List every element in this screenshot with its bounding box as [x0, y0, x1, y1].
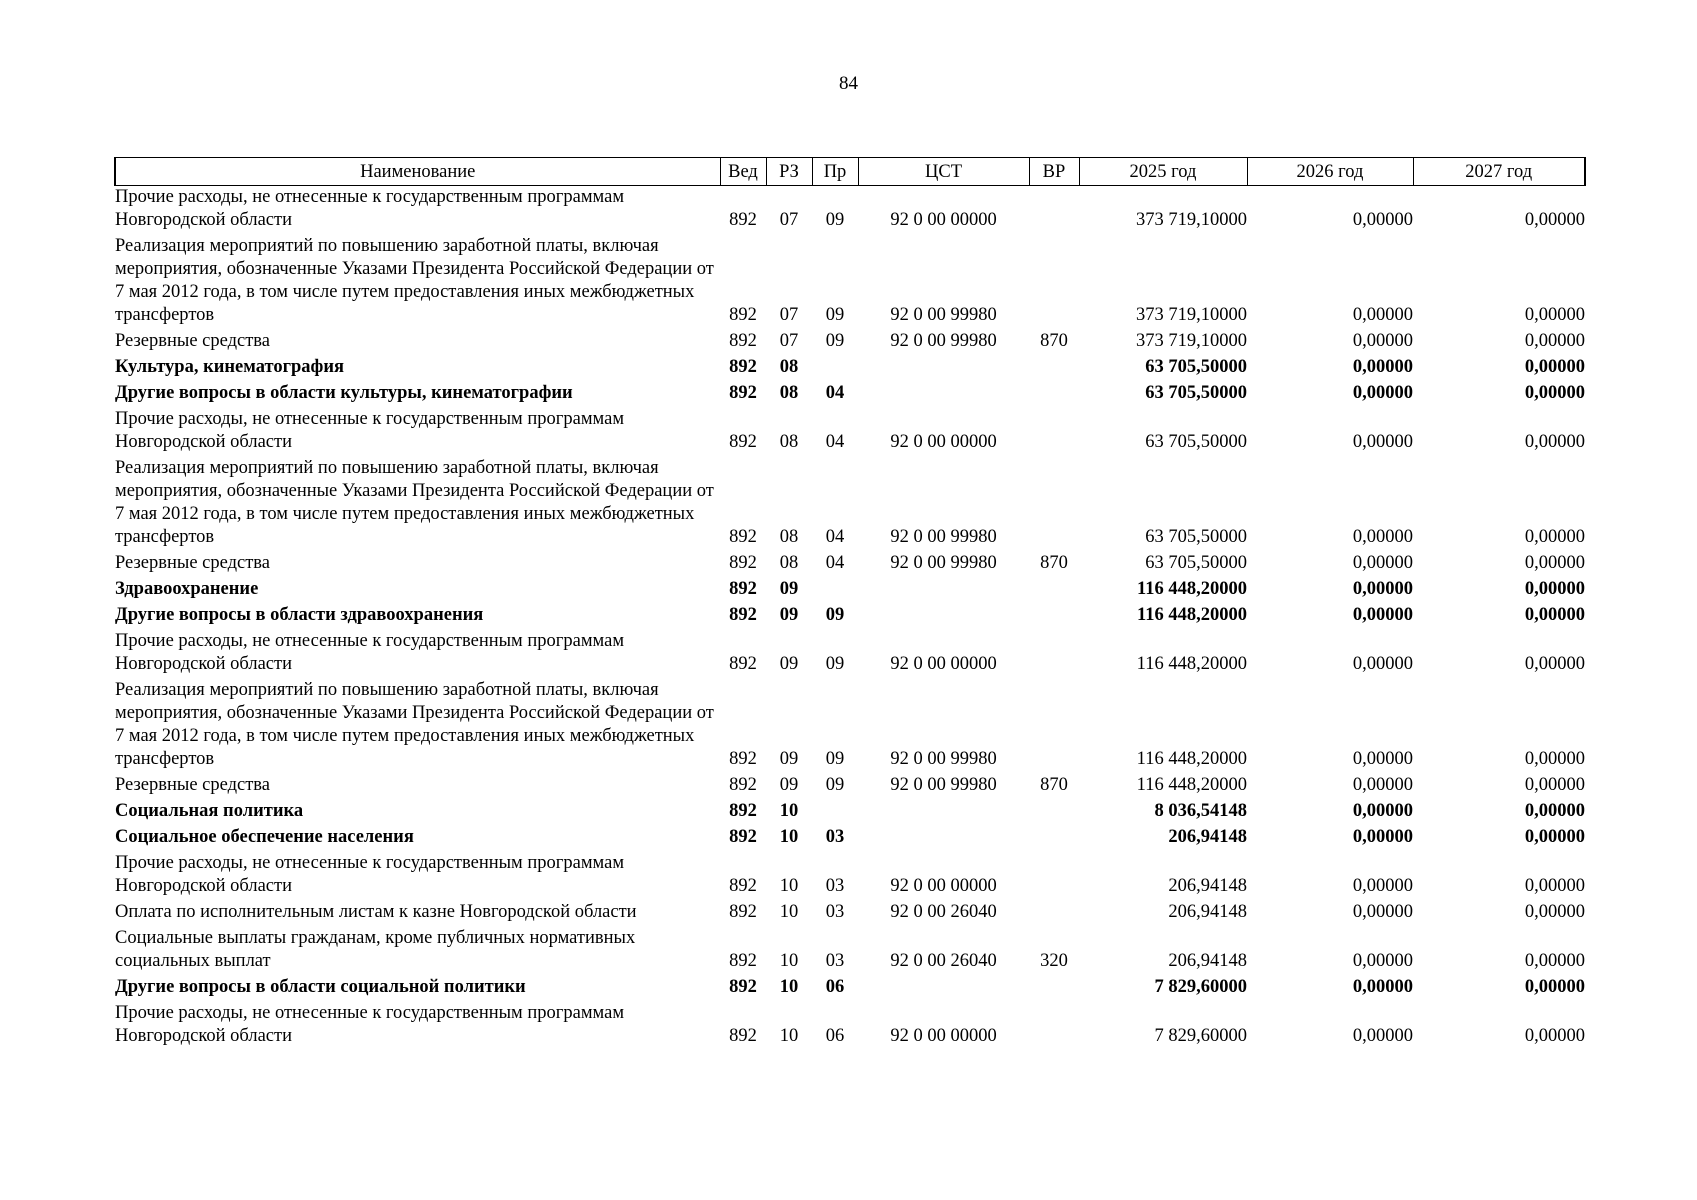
- cell-ved: 892: [729, 305, 757, 325]
- cell-2027: 0,00000: [1524, 331, 1585, 351]
- cell-rz: 09: [779, 605, 799, 625]
- cell-pr: 09: [825, 654, 845, 674]
- cell-2027: 0,00000: [1524, 210, 1585, 230]
- cell-pr: [812, 578, 858, 604]
- cell-2025: 373 719,10000: [1136, 305, 1247, 325]
- cell-2026: 0,00000: [1352, 527, 1413, 547]
- cell-2025: 116 448,20000: [1137, 579, 1247, 599]
- cell-name: Другие вопросы в области социальной политики: [115, 977, 526, 997]
- cell-2027: 0,00000: [1524, 383, 1585, 403]
- table-row: [115, 330, 1585, 356]
- cell-pr: 09: [825, 775, 845, 795]
- cell-vr: [1029, 679, 1079, 774]
- cell-2025: 206,94148: [1168, 951, 1247, 971]
- cell-name: Прочие расходы, не отнесенные к государственным программам Новгородской области: [115, 853, 625, 896]
- table-row: [115, 578, 1585, 604]
- cell-2025: 63 705,50000: [1145, 383, 1247, 403]
- cell-vr: 870: [1040, 775, 1068, 795]
- cell-rz: 08: [779, 383, 799, 403]
- cell-pr: 04: [825, 383, 845, 403]
- cell-name: Социальное обеспечение населения: [115, 827, 414, 847]
- cell-name: Оплата по исполнительным листам к казне Новгородской области: [115, 902, 637, 922]
- cell-2025: 116 448,20000: [1136, 749, 1247, 769]
- cell-2026: 0,00000: [1352, 876, 1413, 896]
- cell-rz: 09: [779, 749, 799, 769]
- cell-2025: 7 829,60000: [1154, 977, 1247, 997]
- cell-cst: 92 0 00 26040: [890, 902, 997, 922]
- header-2026: 2026 год: [1247, 158, 1413, 186]
- cell-cst: 92 0 00 99980: [890, 775, 997, 795]
- cell-2027: 0,00000: [1524, 801, 1585, 821]
- cell-cst: [858, 578, 1029, 604]
- cell-ved: 892: [729, 605, 757, 625]
- cell-cst: 92 0 00 00000: [890, 654, 997, 674]
- cell-2025: 7 829,60000: [1154, 1026, 1247, 1046]
- cell-vr: 320: [1040, 951, 1068, 971]
- cell-2026: 0,00000: [1352, 605, 1413, 625]
- cell-ved: 892: [729, 210, 757, 230]
- cell-cst: [858, 800, 1029, 826]
- cell-pr: 09: [825, 210, 845, 230]
- cell-rz: 10: [779, 876, 799, 896]
- table-row: [115, 800, 1585, 826]
- cell-2026: 0,00000: [1352, 775, 1413, 795]
- cell-2027: 0,00000: [1524, 357, 1585, 377]
- table-row: [115, 356, 1585, 382]
- cell-rz: 08: [779, 553, 799, 573]
- cell-vr: [1029, 826, 1079, 852]
- cell-pr: 03: [825, 876, 845, 896]
- cell-2025: 373 719,10000: [1136, 331, 1247, 351]
- cell-ved: 892: [729, 579, 757, 599]
- cell-2026: 0,00000: [1352, 357, 1413, 377]
- cell-name: Реализация мероприятий по повышению заработной платы, включая мероприятия, обозначенные Указами Президента Российской Федерации от 7 мая 2012 года, в том числе путем предоставления иных межбюджетных трансфертов: [115, 680, 714, 769]
- table-header: [115, 158, 1585, 186]
- table-row: [115, 901, 1585, 927]
- cell-vr: [1029, 852, 1079, 901]
- cell-ved: 892: [729, 654, 757, 674]
- header-name: Наименование: [115, 158, 720, 186]
- cell-pr: 09: [825, 605, 845, 625]
- header-ved: Вед: [720, 158, 766, 186]
- cell-cst: 92 0 00 99980: [890, 553, 997, 573]
- cell-name: Реализация мероприятий по повышению заработной платы, включая мероприятия, обозначенные Указами Президента Российской Федерации от 7 мая 2012 года, в том числе путем предоставления иных межбюджетных трансфертов: [115, 458, 714, 547]
- cell-2026: 0,00000: [1352, 210, 1413, 230]
- cell-cst: [858, 826, 1029, 852]
- cell-ved: 892: [729, 951, 757, 971]
- cell-ved: 892: [729, 977, 757, 997]
- cell-pr: 04: [825, 527, 845, 547]
- cell-2025: 206,94148: [1168, 876, 1247, 896]
- table-row: [115, 382, 1585, 408]
- cell-2025: 116 448,20000: [1136, 775, 1247, 795]
- cell-2027: 0,00000: [1524, 1026, 1585, 1046]
- cell-cst: 92 0 00 00000: [890, 876, 997, 896]
- cell-ved: 892: [729, 827, 757, 847]
- cell-2027: 0,00000: [1524, 553, 1585, 573]
- cell-2026: 0,00000: [1352, 977, 1413, 997]
- table-row: [115, 927, 1585, 976]
- cell-rz: 08: [779, 527, 799, 547]
- cell-vr: [1029, 235, 1079, 330]
- table-row: [115, 604, 1585, 630]
- cell-2027: 0,00000: [1524, 902, 1585, 922]
- cell-vr: [1029, 382, 1079, 408]
- cell-cst: 92 0 00 99980: [890, 749, 997, 769]
- cell-vr: [1029, 408, 1079, 457]
- page-number: 84: [839, 73, 858, 94]
- table-row: [115, 630, 1585, 679]
- cell-2026: 0,00000: [1352, 432, 1413, 452]
- cell-rz: 08: [779, 357, 799, 377]
- cell-2027: 0,00000: [1524, 876, 1585, 896]
- cell-vr: [1029, 1002, 1079, 1051]
- cell-rz: 09: [779, 579, 799, 599]
- cell-pr: [812, 356, 858, 382]
- cell-rz: 10: [779, 902, 799, 922]
- cell-ved: 892: [729, 432, 757, 452]
- cell-vr: [1029, 976, 1079, 1002]
- cell-cst: [858, 604, 1029, 630]
- cell-2026: 0,00000: [1352, 951, 1413, 971]
- cell-cst: [858, 976, 1029, 1002]
- cell-2026: 0,00000: [1352, 579, 1413, 599]
- cell-cst: [858, 356, 1029, 382]
- table-row: [115, 235, 1585, 330]
- cell-pr: 03: [825, 951, 845, 971]
- cell-pr: 04: [825, 553, 845, 573]
- cell-2025: 63 705,50000: [1145, 553, 1247, 573]
- table-body: [115, 186, 1585, 1052]
- cell-2026: 0,00000: [1352, 654, 1413, 674]
- header-rz: РЗ: [766, 158, 812, 186]
- cell-ved: 892: [729, 527, 757, 547]
- cell-cst: 92 0 00 99980: [890, 527, 997, 547]
- cell-pr: 09: [825, 749, 845, 769]
- cell-2026: 0,00000: [1352, 383, 1413, 403]
- cell-2027: 0,00000: [1524, 827, 1585, 847]
- cell-rz: 08: [779, 432, 799, 452]
- table-row: [115, 457, 1585, 552]
- cell-name: Другие вопросы в области культуры, кинематографии: [115, 383, 573, 403]
- cell-cst: 92 0 00 26040: [890, 951, 997, 971]
- cell-name: Социальная политика: [115, 801, 304, 821]
- cell-name: Резервные средства: [115, 553, 270, 573]
- cell-vr: [1029, 186, 1079, 236]
- cell-vr: [1029, 457, 1079, 552]
- cell-2025: 116 448,20000: [1137, 605, 1247, 625]
- cell-2026: 0,00000: [1352, 331, 1413, 351]
- cell-2027: 0,00000: [1524, 775, 1585, 795]
- cell-2027: 0,00000: [1524, 654, 1585, 674]
- cell-cst: 92 0 00 00000: [890, 432, 997, 452]
- header-2027: 2027 год: [1413, 158, 1585, 186]
- cell-rz: 10: [779, 801, 799, 821]
- cell-2026: 0,00000: [1352, 553, 1413, 573]
- cell-cst: 92 0 00 99980: [890, 305, 997, 325]
- cell-pr: 09: [825, 331, 845, 351]
- cell-2025: 373 719,10000: [1136, 210, 1247, 230]
- cell-pr: 03: [825, 902, 845, 922]
- cell-vr: [1029, 356, 1079, 382]
- table-row: [115, 976, 1585, 1002]
- header-cst: ЦСТ: [858, 158, 1029, 186]
- cell-2025: 63 705,50000: [1145, 432, 1247, 452]
- cell-name: Культура, кинематография: [115, 357, 345, 377]
- cell-rz: 07: [779, 210, 799, 230]
- cell-name: Прочие расходы, не отнесенные к государственным программам Новгородской области: [115, 409, 625, 452]
- cell-pr: 06: [825, 977, 845, 997]
- cell-pr: 03: [825, 827, 845, 847]
- cell-rz: 10: [779, 1026, 799, 1046]
- table-row: [115, 1002, 1585, 1051]
- cell-2027: 0,00000: [1524, 951, 1585, 971]
- cell-2025: 8 036,54148: [1154, 801, 1247, 821]
- cell-name: Резервные средства: [115, 331, 270, 351]
- cell-vr: [1029, 630, 1079, 679]
- cell-ved: 892: [729, 331, 757, 351]
- table-row: [115, 408, 1585, 457]
- table-row: [115, 186, 1585, 236]
- table-row: [115, 826, 1585, 852]
- cell-cst: 92 0 00 00000: [890, 210, 997, 230]
- header-vr: ВР: [1029, 158, 1079, 186]
- cell-2025: 63 705,50000: [1145, 527, 1247, 547]
- cell-name: Другие вопросы в области здравоохранения: [115, 605, 484, 625]
- cell-cst: 92 0 00 00000: [890, 1026, 997, 1046]
- cell-2026: 0,00000: [1352, 1026, 1413, 1046]
- cell-2026: 0,00000: [1352, 801, 1413, 821]
- cell-name: Прочие расходы, не отнесенные к государственным программам Новгородской области: [115, 187, 625, 230]
- cell-vr: 870: [1040, 331, 1068, 351]
- table-row: [115, 852, 1585, 901]
- cell-2026: 0,00000: [1352, 305, 1413, 325]
- cell-rz: 10: [779, 951, 799, 971]
- cell-2026: 0,00000: [1352, 827, 1413, 847]
- cell-2027: 0,00000: [1524, 305, 1585, 325]
- cell-2025: 116 448,20000: [1136, 654, 1247, 674]
- cell-vr: 870: [1040, 553, 1068, 573]
- cell-vr: [1029, 578, 1079, 604]
- cell-name: Социальные выплаты гражданам, кроме публичных нормативных социальных выплат: [115, 928, 636, 971]
- cell-vr: [1029, 604, 1079, 630]
- cell-cst: 92 0 00 99980: [890, 331, 997, 351]
- cell-rz: 09: [779, 775, 799, 795]
- header-pr: Пр: [812, 158, 858, 186]
- cell-ved: 892: [729, 1026, 757, 1046]
- cell-name: Здравоохранение: [115, 579, 259, 599]
- table-row: [115, 552, 1585, 578]
- cell-rz: 09: [779, 654, 799, 674]
- cell-ved: 892: [729, 902, 757, 922]
- cell-ved: 892: [729, 383, 757, 403]
- cell-rz: 10: [779, 977, 799, 997]
- cell-2025: 206,94148: [1168, 827, 1247, 847]
- cell-ved: 892: [729, 876, 757, 896]
- cell-ved: 892: [729, 357, 757, 377]
- cell-name: Реализация мероприятий по повышению заработной платы, включая мероприятия, обозначенные Указами Президента Российской Федерации от 7 мая 2012 года, в том числе путем предоставления иных межбюджетных трансфертов: [115, 236, 714, 325]
- cell-2027: 0,00000: [1524, 749, 1585, 769]
- cell-rz: 07: [779, 305, 799, 325]
- cell-ved: 892: [729, 801, 757, 821]
- cell-2027: 0,00000: [1524, 432, 1585, 452]
- cell-pr: 04: [825, 432, 845, 452]
- budget-table: [114, 157, 1586, 1051]
- header-2025: 2025 год: [1079, 158, 1247, 186]
- cell-name: Прочие расходы, не отнесенные к государственным программам Новгородской области: [115, 631, 625, 674]
- cell-2027: 0,00000: [1524, 579, 1585, 599]
- cell-cst: [858, 382, 1029, 408]
- cell-pr: 09: [825, 305, 845, 325]
- cell-rz: 10: [779, 827, 799, 847]
- cell-2025: 63 705,50000: [1145, 357, 1247, 377]
- cell-ved: 892: [729, 749, 757, 769]
- cell-pr: 06: [825, 1026, 845, 1046]
- cell-2026: 0,00000: [1352, 902, 1413, 922]
- cell-vr: [1029, 901, 1079, 927]
- header-row: [115, 158, 1585, 186]
- cell-2025: 206,94148: [1168, 902, 1247, 922]
- cell-name: Прочие расходы, не отнесенные к государственным программам Новгородской области: [115, 1003, 625, 1046]
- cell-2027: 0,00000: [1524, 977, 1585, 997]
- table-row: [115, 774, 1585, 800]
- cell-2027: 0,00000: [1524, 605, 1585, 625]
- cell-ved: 892: [729, 553, 757, 573]
- cell-pr: [812, 800, 858, 826]
- cell-name: Резервные средства: [115, 775, 270, 795]
- table-row: [115, 679, 1585, 774]
- cell-vr: [1029, 800, 1079, 826]
- cell-ved: 892: [729, 775, 757, 795]
- cell-2027: 0,00000: [1524, 527, 1585, 547]
- cell-rz: 07: [779, 331, 799, 351]
- cell-2026: 0,00000: [1352, 749, 1413, 769]
